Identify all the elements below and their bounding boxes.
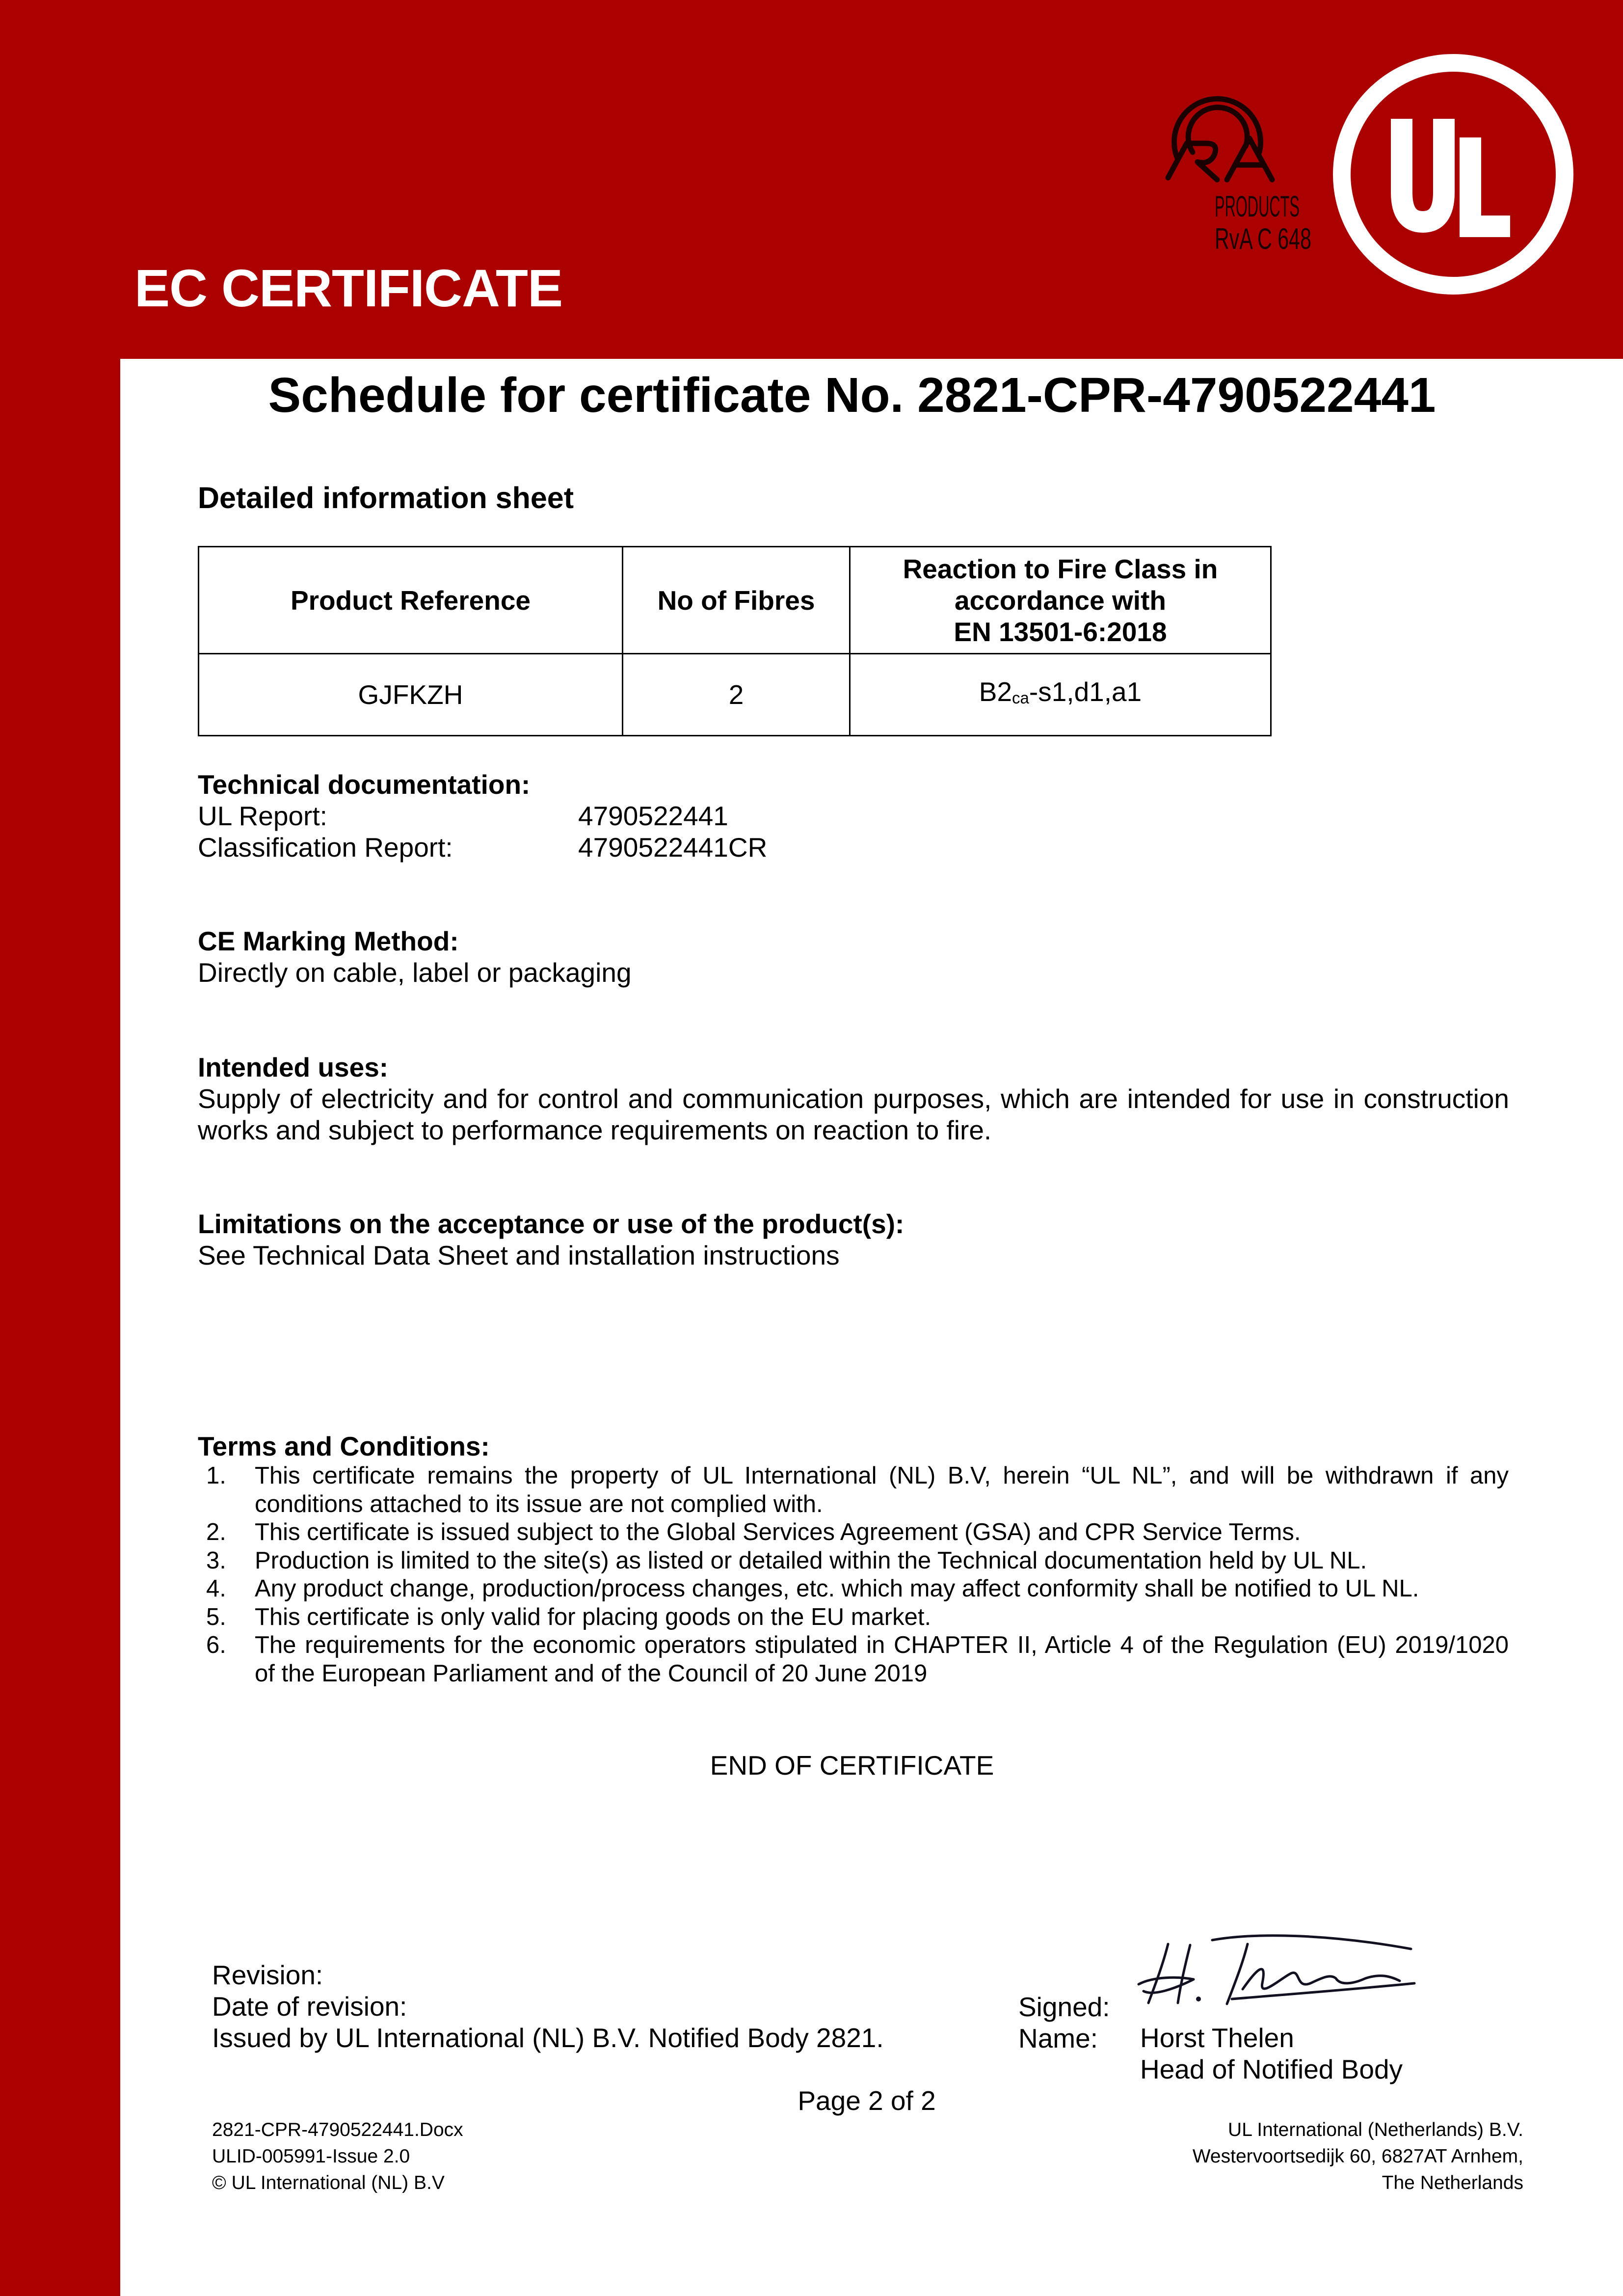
list-item <box>206 1547 1509 1575</box>
list-item <box>206 1603 1509 1632</box>
header-line: Reaction to Fire Class in <box>903 553 1218 584</box>
table-header-reaction-to-fire <box>850 547 1271 654</box>
technical-documentation-section <box>198 769 1523 863</box>
table-header-no-of-fibres: No of Fibres <box>623 547 850 654</box>
terms-list <box>206 1462 1509 1688</box>
list-item-line: This certificate is issued subject to the Global Services Agreement (GSA) and CPR Service Terms. <box>255 1519 1301 1545</box>
doc-item-label: UL Report: <box>198 801 327 831</box>
intended-uses-line: works and subject to performance requirements on reaction to fire. <box>198 1115 992 1145</box>
ce-marking-text: Directly on cable, label or packaging <box>198 957 632 988</box>
end-of-certificate: END OF CERTIFICATE <box>710 1750 994 1781</box>
list-item-line: Production is limited to the site(s) as listed or detailed within the Technical documentation held by UL NL. <box>255 1547 1367 1574</box>
list-item-line: Any product change, production/process changes, etc. which may affect conformity shall be notified to UL NL. <box>255 1575 1419 1602</box>
issued-by-text: Issued by UL International (NL) B.V. Notified Body 2821. <box>212 2023 884 2053</box>
limitations-text: See Technical Data Sheet and installation instructions <box>198 1240 840 1270</box>
footer-copyright: © UL International (NL) B.V <box>212 2172 445 2193</box>
table-row <box>199 654 1271 736</box>
list-item <box>206 1462 1509 1518</box>
intended-uses-line: Supply of electricity and for control and communication purposes, which are intended for use in construction <box>198 1083 1509 1114</box>
banner-title: EC CERTIFICATE <box>134 258 562 318</box>
section-heading: Detailed information sheet <box>198 481 574 514</box>
list-item <box>206 1518 1509 1547</box>
left-brand-strip <box>0 0 120 2296</box>
footer-address: Westervoortsedijk 60, 6827AT Arnhem, <box>1192 2146 1523 2167</box>
list-item-line: of the European Parliament and of the Council of 20 June 2019 <box>255 1660 928 1687</box>
footer-right <box>1131 2117 1523 2196</box>
ce-marking-heading: CE Marking Method: <box>198 926 459 956</box>
doc-item-value: 4790522441 <box>578 801 728 831</box>
issue-block <box>212 1959 884 2053</box>
list-number: 1. <box>206 1462 226 1489</box>
limitations-heading: Limitations on the acceptance or use of the product(s): <box>198 1209 905 1239</box>
list-number: 4. <box>206 1575 226 1602</box>
rva-accreditation-emblem-icon <box>1158 83 1320 255</box>
doc-item-classification-report <box>198 832 1523 863</box>
list-item <box>206 1575 1509 1603</box>
product-table <box>198 546 1272 736</box>
limitations-section <box>198 1208 904 1271</box>
list-item-line: This certificate remains the property of UL International (NL) B.V, herein “UL NL”, and will be withdrawn if any <box>255 1462 1509 1489</box>
list-number: 2. <box>206 1519 226 1545</box>
list-number: 5. <box>206 1603 226 1630</box>
footer-company: UL International (Netherlands) B.V. <box>1228 2119 1523 2140</box>
list-item-line: conditions attached to its issue are not complied with. <box>255 1490 823 1517</box>
intended-uses-heading: Intended uses: <box>198 1052 389 1082</box>
cell-product-reference: GJFKZH <box>199 654 623 736</box>
doc-item-ul-report <box>198 800 1523 832</box>
fire-class-rest: -s1,d1,a1 <box>1029 676 1142 707</box>
cell-fire-class <box>850 654 1271 736</box>
footer-document-id: ULID-005991-Issue 2.0 <box>212 2146 410 2167</box>
name-label: Name: <box>1018 2023 1098 2053</box>
signatory-name: Horst Thelen <box>1140 2023 1294 2053</box>
signed-label: Signed: <box>1018 1992 1110 2022</box>
doc-item-value: 4790522441CR <box>578 832 768 863</box>
doc-item-label: Classification Report: <box>198 832 453 863</box>
rva-logo-line1: PRODUCTS <box>1215 190 1300 223</box>
fire-class-main: B2 <box>979 676 1012 707</box>
table-header-product-reference: Product Reference <box>199 547 623 654</box>
footer-country: The Netherlands <box>1382 2172 1523 2193</box>
cell-no-of-fibres: 2 <box>623 654 850 736</box>
rva-logo-line2: RvA C 648 <box>1215 222 1311 255</box>
signatory <box>1140 2022 1403 2085</box>
header-line: EN 13501-6:2018 <box>954 616 1167 647</box>
list-item-line: This certificate is only valid for placing goods on the EU market. <box>255 1603 931 1630</box>
list-number: 3. <box>206 1547 226 1574</box>
table-header-row <box>199 547 1271 654</box>
date-of-revision-label: Date of revision: <box>212 1991 407 2022</box>
intended-uses-section <box>198 1052 1509 1146</box>
ce-marking-section <box>198 925 632 988</box>
handwritten-signature-icon <box>1134 1929 1428 2013</box>
fire-class-subscript: ca <box>1012 688 1029 707</box>
list-item <box>206 1631 1509 1688</box>
page-number: Page 2 of 2 <box>798 2085 936 2116</box>
ul-mark-logo-icon <box>1328 49 1578 299</box>
signatory-title: Head of Notified Body <box>1140 2054 1403 2084</box>
footer-left <box>212 2117 463 2196</box>
list-number: 6. <box>206 1632 226 1658</box>
signature-labels <box>1018 1991 1110 2054</box>
list-item-line: The requirements for the economic operators stipulated in CHAPTER II, Article 4 of the Regulation (EU) 2019/1020 <box>255 1632 1509 1658</box>
technical-documentation-heading: Technical documentation: <box>198 769 531 800</box>
header-line: accordance with <box>955 585 1166 616</box>
footer-document-name: 2821-CPR-4790522441.Docx <box>212 2119 463 2140</box>
revision-label: Revision: <box>212 1960 323 1990</box>
terms-heading: Terms and Conditions: <box>198 1431 490 1461</box>
page-title: Schedule for certificate No. 2821-CPR-4790522441 <box>268 368 1436 423</box>
